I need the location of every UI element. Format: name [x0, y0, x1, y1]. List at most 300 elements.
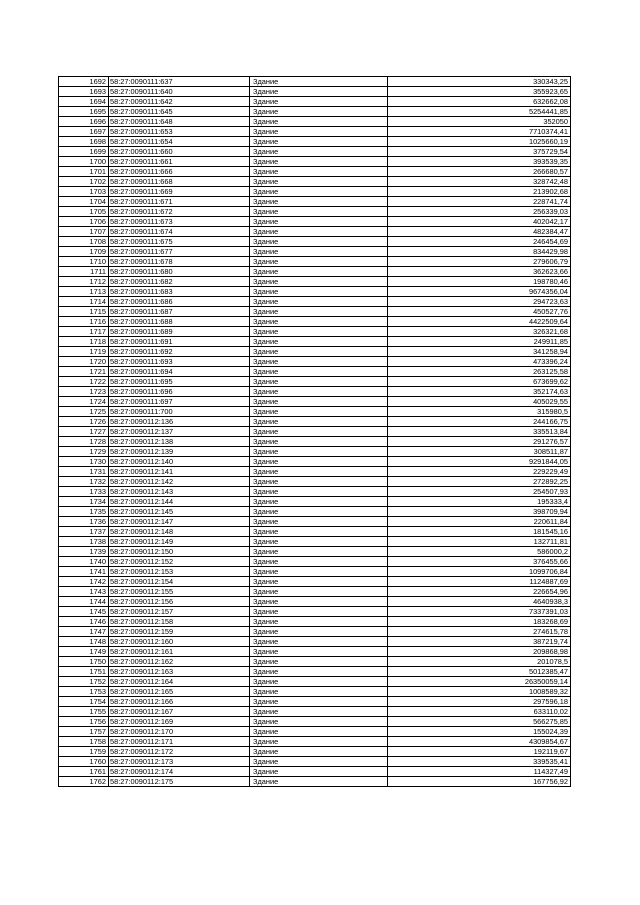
row-number-cell: 1732 — [59, 477, 109, 487]
cadastral-number-cell: 58:27:0090111:642 — [109, 97, 250, 107]
table-row — [59, 177, 571, 187]
row-number-cell: 1738 — [59, 537, 109, 547]
cadastral-value-cell: 450527,76 — [388, 307, 571, 317]
cadastral-value-cell: 195333,4 — [388, 497, 571, 507]
row-number-cell: 1735 — [59, 507, 109, 517]
table-row — [59, 127, 571, 137]
cadastral-value-cell: 201078,5 — [388, 657, 571, 667]
cadastral-number-cell: 58:27:0090111:692 — [109, 347, 250, 357]
cadastral-number-cell: 58:27:0090112:137 — [109, 427, 250, 437]
cadastral-value-cell: 279606,79 — [388, 257, 571, 267]
row-number-cell: 1751 — [59, 667, 109, 677]
cadastral-value-cell: 405029,55 — [388, 397, 571, 407]
object-type-cell: Здание — [250, 497, 388, 507]
cadastral-value-cell: 263125,58 — [388, 367, 571, 377]
cadastral-number-cell: 58:27:0090112:141 — [109, 467, 250, 477]
table-row — [59, 737, 571, 747]
cadastral-number-cell: 58:27:0090112:165 — [109, 687, 250, 697]
cadastral-number-cell: 58:27:0090111:666 — [109, 167, 250, 177]
row-number-cell: 1731 — [59, 467, 109, 477]
object-type-cell: Здание — [250, 737, 388, 747]
row-number-cell: 1729 — [59, 447, 109, 457]
table-row — [59, 527, 571, 537]
cadastral-value-cell: 294723,63 — [388, 297, 571, 307]
row-number-cell: 1753 — [59, 687, 109, 697]
table-row — [59, 307, 571, 317]
row-number-cell: 1730 — [59, 457, 109, 467]
row-number-cell: 1747 — [59, 627, 109, 637]
cadastral-value-cell: 246454,69 — [388, 237, 571, 247]
table-row — [59, 77, 571, 87]
cadastral-value-cell: 1124887,69 — [388, 577, 571, 587]
table-row — [59, 697, 571, 707]
cadastral-value-cell: 473396,24 — [388, 357, 571, 367]
table-row — [59, 117, 571, 127]
row-number-cell: 1750 — [59, 657, 109, 667]
table-row — [59, 717, 571, 727]
cadastral-value-cell: 566275,85 — [388, 717, 571, 727]
cadastral-number-cell: 58:27:0090112:150 — [109, 547, 250, 557]
cadastral-value-cell: 183268,69 — [388, 617, 571, 627]
cadastral-value-cell: 362623,66 — [388, 267, 571, 277]
table-row — [59, 557, 571, 567]
row-number-cell: 1723 — [59, 387, 109, 397]
row-number-cell: 1720 — [59, 357, 109, 367]
cadastral-value-cell: 7337391,03 — [388, 607, 571, 617]
row-number-cell: 1710 — [59, 257, 109, 267]
row-number-cell: 1708 — [59, 237, 109, 247]
table-row — [59, 327, 571, 337]
cadastral-number-cell: 58:27:0090112:154 — [109, 577, 250, 587]
object-type-cell: Здание — [250, 547, 388, 557]
cadastral-number-cell: 58:27:0090111:695 — [109, 377, 250, 387]
object-type-cell: Здание — [250, 397, 388, 407]
table-row — [59, 777, 571, 787]
table-row — [59, 337, 571, 347]
row-number-cell: 1761 — [59, 767, 109, 777]
table-row — [59, 597, 571, 607]
cadastral-number-cell: 58:27:0090111:660 — [109, 147, 250, 157]
cadastral-number-cell: 58:27:0090111:673 — [109, 217, 250, 227]
cadastral-number-cell: 58:27:0090112:149 — [109, 537, 250, 547]
object-type-cell: Здание — [250, 317, 388, 327]
cadastral-value-cell: 4640938,3 — [388, 597, 571, 607]
cadastral-value-cell: 328742,48 — [388, 177, 571, 187]
cadastral-value-cell: 226654,96 — [388, 587, 571, 597]
cadastral-value-cell: 633110,02 — [388, 707, 571, 717]
object-type-cell: Здание — [250, 487, 388, 497]
table-row — [59, 227, 571, 237]
table-row — [59, 277, 571, 287]
row-number-cell: 1712 — [59, 277, 109, 287]
row-number-cell: 1752 — [59, 677, 109, 687]
cadastral-value-cell: 9291844,05 — [388, 457, 571, 467]
cadastral-number-cell: 58:27:0090112:148 — [109, 527, 250, 537]
object-type-cell: Здание — [250, 217, 388, 227]
table-row — [59, 547, 571, 557]
cadastral-number-cell: 58:27:0090112:144 — [109, 497, 250, 507]
cadastral-number-cell: 58:27:0090112:155 — [109, 587, 250, 597]
table-row — [59, 647, 571, 657]
object-type-cell: Здание — [250, 437, 388, 447]
table-row — [59, 667, 571, 677]
cadastral-number-cell: 58:27:0090111:671 — [109, 197, 250, 207]
cadastral-value-cell: 4309854,67 — [388, 737, 571, 747]
cadastral-value-cell: 393539,35 — [388, 157, 571, 167]
table-row — [59, 517, 571, 527]
cadastral-value-cell: 341258,94 — [388, 347, 571, 357]
object-type-cell: Здание — [250, 727, 388, 737]
cadastral-value-cell: 1008589,32 — [388, 687, 571, 697]
row-number-cell: 1742 — [59, 577, 109, 587]
cadastral-number-cell: 58:27:0090111:640 — [109, 87, 250, 97]
table-row — [59, 137, 571, 147]
object-type-cell: Здание — [250, 407, 388, 417]
object-type-cell: Здание — [250, 507, 388, 517]
table-row — [59, 107, 571, 117]
cadastral-number-cell: 58:27:0090112:173 — [109, 757, 250, 767]
object-type-cell: Здание — [250, 237, 388, 247]
cadastral-value-cell: 198780,46 — [388, 277, 571, 287]
row-number-cell: 1698 — [59, 137, 109, 147]
row-number-cell: 1707 — [59, 227, 109, 237]
row-number-cell: 1749 — [59, 647, 109, 657]
table-row — [59, 677, 571, 687]
cadastral-number-cell: 58:27:0090112:140 — [109, 457, 250, 467]
object-type-cell: Здание — [250, 107, 388, 117]
object-type-cell: Здание — [250, 647, 388, 657]
row-number-cell: 1716 — [59, 317, 109, 327]
row-number-cell: 1760 — [59, 757, 109, 767]
cadastral-value-cell: 155024,39 — [388, 727, 571, 737]
object-type-cell: Здание — [250, 517, 388, 527]
table-row — [59, 287, 571, 297]
table-row — [59, 687, 571, 697]
cadastral-value-cell: 220611,84 — [388, 517, 571, 527]
cadastral-number-cell: 58:27:0090112:163 — [109, 667, 250, 677]
cadastral-number-cell: 58:27:0090112:138 — [109, 437, 250, 447]
cadastral-number-cell: 58:27:0090112:158 — [109, 617, 250, 627]
object-type-cell: Здание — [250, 227, 388, 237]
row-number-cell: 1762 — [59, 777, 109, 787]
object-type-cell: Здание — [250, 137, 388, 147]
row-number-cell: 1692 — [59, 77, 109, 87]
row-number-cell: 1696 — [59, 117, 109, 127]
cadastral-value-cell: 229229,49 — [388, 467, 571, 477]
object-type-cell: Здание — [250, 677, 388, 687]
cadastral-number-cell: 58:27:0090112:136 — [109, 417, 250, 427]
object-type-cell: Здание — [250, 767, 388, 777]
object-type-cell: Здание — [250, 167, 388, 177]
cadastral-value-cell: 132711,81 — [388, 537, 571, 547]
object-type-cell: Здание — [250, 367, 388, 377]
cadastral-value-cell: 339535,41 — [388, 757, 571, 767]
cadastral-number-cell: 58:27:0090111:696 — [109, 387, 250, 397]
object-type-cell: Здание — [250, 567, 388, 577]
cadastral-value-cell: 352050 — [388, 117, 571, 127]
cadastral-number-cell: 58:27:0090111:672 — [109, 207, 250, 217]
cadastral-number-cell: 58:27:0090111:675 — [109, 237, 250, 247]
cadastral-value-cell: 375729,54 — [388, 147, 571, 157]
cadastral-value-cell: 297596,18 — [388, 697, 571, 707]
table-row — [59, 97, 571, 107]
cadastral-value-cell: 254507,93 — [388, 487, 571, 497]
table-row — [59, 397, 571, 407]
cadastral-value-cell: 26350059,14 — [388, 677, 571, 687]
cadastral-number-cell: 58:27:0090112:174 — [109, 767, 250, 777]
cadastral-value-cell: 5012385,47 — [388, 667, 571, 677]
cadastral-number-cell: 58:27:0090112:166 — [109, 697, 250, 707]
cadastral-value-cell: 9674356,04 — [388, 287, 571, 297]
row-number-cell: 1741 — [59, 567, 109, 577]
cadastral-value-cell: 308511,87 — [388, 447, 571, 457]
table-row — [59, 407, 571, 417]
cadastral-value-cell: 330343,25 — [388, 77, 571, 87]
cadastral-value-cell: 586000,2 — [388, 547, 571, 557]
object-type-cell: Здание — [250, 417, 388, 427]
row-number-cell: 1693 — [59, 87, 109, 97]
cadastral-number-cell: 58:27:0090111:694 — [109, 367, 250, 377]
object-type-cell: Здание — [250, 257, 388, 267]
table-row — [59, 617, 571, 627]
cadastral-number-cell: 58:27:0090112:157 — [109, 607, 250, 617]
cadastral-number-cell: 58:27:0090111:688 — [109, 317, 250, 327]
cadastral-number-cell: 58:27:0090111:677 — [109, 247, 250, 257]
cadastral-number-cell: 58:27:0090111:700 — [109, 407, 250, 417]
cadastral-number-cell: 58:27:0090111:661 — [109, 157, 250, 167]
table-row — [59, 567, 571, 577]
object-type-cell: Здание — [250, 627, 388, 637]
cadastral-number-cell: 58:27:0090112:171 — [109, 737, 250, 747]
row-number-cell: 1744 — [59, 597, 109, 607]
object-type-cell: Здание — [250, 697, 388, 707]
object-type-cell: Здание — [250, 657, 388, 667]
object-type-cell: Здание — [250, 247, 388, 257]
table-row — [59, 147, 571, 157]
object-type-cell: Здание — [250, 777, 388, 787]
table-row — [59, 347, 571, 357]
object-type-cell: Здание — [250, 287, 388, 297]
cadastral-value-cell: 326321,68 — [388, 327, 571, 337]
cadastral-value-cell: 315980,5 — [388, 407, 571, 417]
cadastral-number-cell: 58:27:0090112:152 — [109, 557, 250, 567]
cadastral-value-cell: 192119,67 — [388, 747, 571, 757]
row-number-cell: 1715 — [59, 307, 109, 317]
table-row — [59, 587, 571, 597]
cadastral-number-cell: 58:27:0090112:153 — [109, 567, 250, 577]
object-type-cell: Здание — [250, 147, 388, 157]
object-type-cell: Здание — [250, 117, 388, 127]
cadastral-number-cell: 58:27:0090111:653 — [109, 127, 250, 137]
cadastral-value-cell: 114327,49 — [388, 767, 571, 777]
table-row — [59, 387, 571, 397]
cadastral-value-cell: 274615,78 — [388, 627, 571, 637]
object-type-cell: Здание — [250, 537, 388, 547]
row-number-cell: 1722 — [59, 377, 109, 387]
object-type-cell: Здание — [250, 87, 388, 97]
object-type-cell: Здание — [250, 587, 388, 597]
table-row — [59, 607, 571, 617]
object-type-cell: Здание — [250, 707, 388, 717]
cadastral-number-cell: 58:27:0090111:645 — [109, 107, 250, 117]
table-row — [59, 767, 571, 777]
table-row — [59, 357, 571, 367]
object-type-cell: Здание — [250, 177, 388, 187]
row-number-cell: 1709 — [59, 247, 109, 257]
table-row — [59, 757, 571, 767]
row-number-cell: 1748 — [59, 637, 109, 647]
cadastral-number-cell: 58:27:0090111:683 — [109, 287, 250, 297]
table-row — [59, 457, 571, 467]
row-number-cell: 1700 — [59, 157, 109, 167]
object-type-cell: Здание — [250, 307, 388, 317]
row-number-cell: 1734 — [59, 497, 109, 507]
table-row — [59, 477, 571, 487]
row-number-cell: 1736 — [59, 517, 109, 527]
row-number-cell: 1702 — [59, 177, 109, 187]
cadastral-number-cell: 58:27:0090112:142 — [109, 477, 250, 487]
cadastral-value-cell: 632662,08 — [388, 97, 571, 107]
row-number-cell: 1694 — [59, 97, 109, 107]
row-number-cell: 1695 — [59, 107, 109, 117]
row-number-cell: 1706 — [59, 217, 109, 227]
table-row — [59, 217, 571, 227]
table-row — [59, 577, 571, 587]
cadastral-value-cell: 1099706,84 — [388, 567, 571, 577]
table-row — [59, 197, 571, 207]
object-type-cell: Здание — [250, 467, 388, 477]
table-row — [59, 467, 571, 477]
row-number-cell: 1755 — [59, 707, 109, 717]
row-number-cell: 1697 — [59, 127, 109, 137]
row-number-cell: 1754 — [59, 697, 109, 707]
cadastral-number-cell: 58:27:0090112:167 — [109, 707, 250, 717]
cadastral-value-cell: 272892,25 — [388, 477, 571, 487]
table-row — [59, 437, 571, 447]
cadastral-number-cell: 58:27:0090111:686 — [109, 297, 250, 307]
cadastral-number-cell: 58:27:0090111:678 — [109, 257, 250, 267]
cadastral-value-cell: 181545,16 — [388, 527, 571, 537]
object-type-cell: Здание — [250, 597, 388, 607]
cadastral-number-cell: 58:27:0090111:669 — [109, 187, 250, 197]
cadastral-number-cell: 58:27:0090112:160 — [109, 637, 250, 647]
cadastral-value-cell: 834429,98 — [388, 247, 571, 257]
table-row — [59, 157, 571, 167]
cadastral-value-cell: 402042,17 — [388, 217, 571, 227]
table-row — [59, 447, 571, 457]
cadastral-number-cell: 58:27:0090112:172 — [109, 747, 250, 757]
row-number-cell: 1721 — [59, 367, 109, 377]
cadastral-value-cell: 5254441,85 — [388, 107, 571, 117]
row-number-cell: 1737 — [59, 527, 109, 537]
table-row — [59, 87, 571, 97]
row-number-cell: 1757 — [59, 727, 109, 737]
cadastral-number-cell: 58:27:0090112:143 — [109, 487, 250, 497]
table-row — [59, 167, 571, 177]
row-number-cell: 1703 — [59, 187, 109, 197]
object-type-cell: Здание — [250, 97, 388, 107]
cadastral-number-cell: 58:27:0090112:147 — [109, 517, 250, 527]
object-type-cell: Здание — [250, 447, 388, 457]
object-type-cell: Здание — [250, 477, 388, 487]
table-row — [59, 317, 571, 327]
cadastral-number-cell: 58:27:0090111:687 — [109, 307, 250, 317]
table-row — [59, 427, 571, 437]
cadastral-value-cell: 482384,47 — [388, 227, 571, 237]
object-type-cell: Здание — [250, 207, 388, 217]
table-row — [59, 297, 571, 307]
object-type-cell: Здание — [250, 337, 388, 347]
table-row — [59, 637, 571, 647]
row-number-cell: 1745 — [59, 607, 109, 617]
object-type-cell: Здание — [250, 757, 388, 767]
row-number-cell: 1724 — [59, 397, 109, 407]
cadastral-value-cell: 352174,63 — [388, 387, 571, 397]
table-row — [59, 487, 571, 497]
row-number-cell: 1725 — [59, 407, 109, 417]
row-number-cell: 1711 — [59, 267, 109, 277]
cadastral-value-cell: 376455,66 — [388, 557, 571, 567]
cadastral-number-cell: 58:27:0090111:697 — [109, 397, 250, 407]
row-number-cell: 1728 — [59, 437, 109, 447]
cadastral-value-cell: 355923,65 — [388, 87, 571, 97]
cadastral-value-cell: 244166,75 — [388, 417, 571, 427]
object-type-cell: Здание — [250, 267, 388, 277]
row-number-cell: 1759 — [59, 747, 109, 757]
object-type-cell: Здание — [250, 127, 388, 137]
table-row — [59, 247, 571, 257]
object-type-cell: Здание — [250, 457, 388, 467]
object-type-cell: Здание — [250, 297, 388, 307]
table-row — [59, 497, 571, 507]
table-row — [59, 187, 571, 197]
object-type-cell: Здание — [250, 747, 388, 757]
cadastral-number-cell: 58:27:0090111:674 — [109, 227, 250, 237]
object-type-cell: Здание — [250, 377, 388, 387]
table-row — [59, 537, 571, 547]
table-row — [59, 657, 571, 667]
table-row — [59, 627, 571, 637]
object-type-cell: Здание — [250, 687, 388, 697]
table-row — [59, 747, 571, 757]
row-number-cell: 1740 — [59, 557, 109, 567]
row-number-cell: 1727 — [59, 427, 109, 437]
cadastral-number-cell: 58:27:0090112:170 — [109, 727, 250, 737]
cadastral-number-cell: 58:27:0090112:175 — [109, 777, 250, 787]
cadastral-value-cell: 266680,57 — [388, 167, 571, 177]
object-type-cell: Здание — [250, 77, 388, 87]
cadastral-number-cell: 58:27:0090112:169 — [109, 717, 250, 727]
cadastral-value-cell: 673699,62 — [388, 377, 571, 387]
row-number-cell: 1756 — [59, 717, 109, 727]
cadastral-value-cell: 249911,85 — [388, 337, 571, 347]
property-table — [58, 76, 571, 787]
object-type-cell: Здание — [250, 327, 388, 337]
cadastral-value-cell: 4422509,64 — [388, 317, 571, 327]
row-number-cell: 1717 — [59, 327, 109, 337]
cadastral-number-cell: 58:27:0090111:648 — [109, 117, 250, 127]
row-number-cell: 1705 — [59, 207, 109, 217]
object-type-cell: Здание — [250, 667, 388, 677]
cadastral-value-cell: 387219,74 — [388, 637, 571, 647]
object-type-cell: Здание — [250, 637, 388, 647]
cadastral-number-cell: 58:27:0090111:637 — [109, 77, 250, 87]
cadastral-number-cell: 58:27:0090112:145 — [109, 507, 250, 517]
cadastral-number-cell: 58:27:0090111:691 — [109, 337, 250, 347]
cadastral-number-cell: 58:27:0090111:668 — [109, 177, 250, 187]
cadastral-value-cell: 228741,74 — [388, 197, 571, 207]
cadastral-number-cell: 58:27:0090112:139 — [109, 447, 250, 457]
